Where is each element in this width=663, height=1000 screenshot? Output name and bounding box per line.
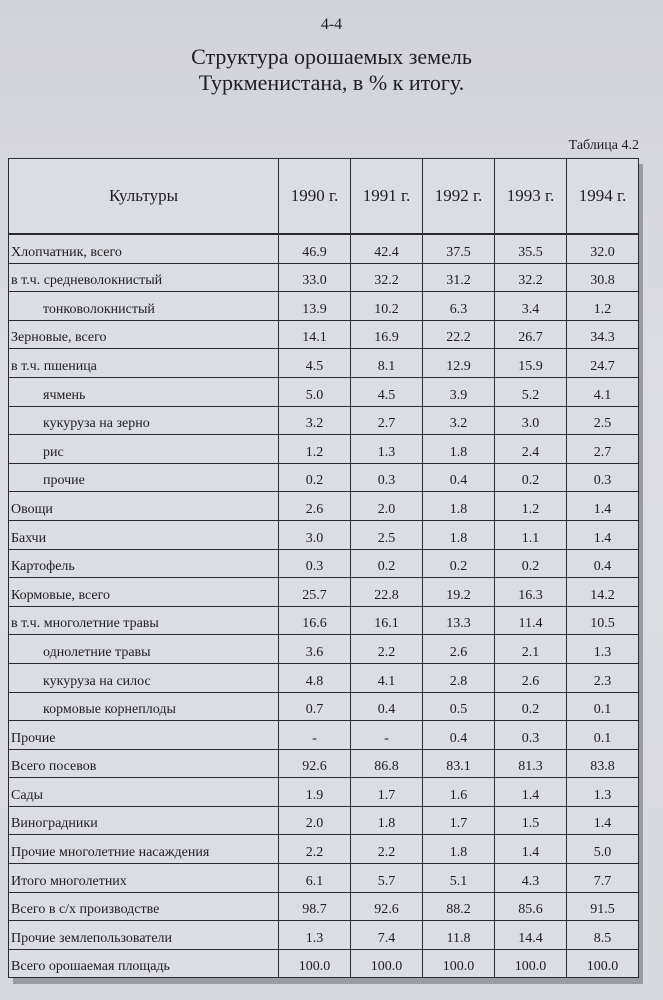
cell-value: 2.7 <box>567 435 639 464</box>
cell-value: 0.4 <box>423 721 495 750</box>
row-label: ячмень <box>9 377 279 406</box>
data-table <box>8 158 639 978</box>
row-label: Картофель <box>9 549 279 578</box>
cell-value: 2.6 <box>495 663 567 692</box>
cell-value: 10.2 <box>351 292 423 321</box>
cell-value: 1.9 <box>279 778 351 807</box>
cell-value: 98.7 <box>279 892 351 921</box>
cell-value: 2.1 <box>495 635 567 664</box>
cell-value: 1.3 <box>279 921 351 950</box>
cell-value: 4.3 <box>495 864 567 893</box>
cell-value: 1.3 <box>351 435 423 464</box>
cell-value: 83.1 <box>423 749 495 778</box>
cell-value: 86.8 <box>351 749 423 778</box>
row-label: Всего орошаемая площадь <box>9 949 279 978</box>
table-row <box>9 692 639 721</box>
cell-value: 35.5 <box>495 234 567 263</box>
cell-value: - <box>279 721 351 750</box>
cell-value: 11.4 <box>495 606 567 635</box>
cell-value: 1.8 <box>423 435 495 464</box>
table-row <box>9 263 639 292</box>
cell-value: 26.7 <box>495 320 567 349</box>
cell-value: 2.4 <box>495 435 567 464</box>
cell-value: 100.0 <box>279 949 351 978</box>
cell-value: 100.0 <box>567 949 639 978</box>
cell-value: - <box>351 721 423 750</box>
cell-value: 2.6 <box>423 635 495 664</box>
table-row <box>9 806 639 835</box>
row-label: Овощи <box>9 492 279 521</box>
cell-value: 0.1 <box>567 721 639 750</box>
row-label: Зерновые, всего <box>9 320 279 349</box>
row-label: Кормовые, всего <box>9 578 279 607</box>
table-row <box>9 320 639 349</box>
header-crops: Культуры <box>9 159 279 235</box>
row-label: в т.ч. средневолокнистый <box>9 263 279 292</box>
cell-value: 4.1 <box>351 663 423 692</box>
cell-value: 22.2 <box>423 320 495 349</box>
row-label: в т.ч. пшеница <box>9 349 279 378</box>
cell-value: 8.1 <box>351 349 423 378</box>
cell-value: 7.4 <box>351 921 423 950</box>
table-row <box>9 492 639 521</box>
table-row <box>9 549 639 578</box>
cell-value: 92.6 <box>351 892 423 921</box>
cell-value: 0.3 <box>351 463 423 492</box>
row-label: Прочие землепользователи <box>9 921 279 950</box>
cell-value: 3.0 <box>279 520 351 549</box>
row-label: Итого многолетних <box>9 864 279 893</box>
cell-value: 1.8 <box>351 806 423 835</box>
title-line-1: Структура орошаемых земель <box>191 44 472 69</box>
row-label: однолетние травы <box>9 635 279 664</box>
cell-value: 0.4 <box>351 692 423 721</box>
table-row <box>9 721 639 750</box>
cell-value: 6.3 <box>423 292 495 321</box>
table-row <box>9 635 639 664</box>
cell-value: 2.7 <box>351 406 423 435</box>
cell-value: 46.9 <box>279 234 351 263</box>
row-label: кукуруза на силос <box>9 663 279 692</box>
cell-value: 1.5 <box>495 806 567 835</box>
header-1994: 1994 г. <box>567 159 639 235</box>
cell-value: 13.9 <box>279 292 351 321</box>
cell-value: 100.0 <box>423 949 495 978</box>
cell-value: 1.2 <box>495 492 567 521</box>
cell-value: 32.2 <box>351 263 423 292</box>
cell-value: 5.0 <box>279 377 351 406</box>
cell-value: 16.6 <box>279 606 351 635</box>
cell-value: 1.1 <box>495 520 567 549</box>
cell-value: 0.5 <box>423 692 495 721</box>
cell-value: 1.3 <box>567 635 639 664</box>
cell-value: 14.1 <box>279 320 351 349</box>
row-label: Сады <box>9 778 279 807</box>
row-label: Бахчи <box>9 520 279 549</box>
cell-value: 1.4 <box>495 778 567 807</box>
cell-value: 2.0 <box>279 806 351 835</box>
page-title <box>0 44 663 96</box>
cell-value: 8.5 <box>567 921 639 950</box>
row-label: Прочие многолетние насаждения <box>9 835 279 864</box>
cell-value: 81.3 <box>495 749 567 778</box>
cell-value: 30.8 <box>567 263 639 292</box>
header-1991: 1991 г. <box>351 159 423 235</box>
table-row <box>9 578 639 607</box>
table-row <box>9 377 639 406</box>
page-number: 4-4 <box>320 16 343 33</box>
table-row <box>9 864 639 893</box>
cell-value: 2.6 <box>279 492 351 521</box>
header-1993: 1993 г. <box>495 159 567 235</box>
cell-value: 3.0 <box>495 406 567 435</box>
cell-value: 22.8 <box>351 578 423 607</box>
title-line-2: Туркменистана, в % к итогу. <box>198 70 465 95</box>
cell-value: 1.6 <box>423 778 495 807</box>
table-row <box>9 663 639 692</box>
cell-value: 2.3 <box>567 663 639 692</box>
cell-value: 0.1 <box>567 692 639 721</box>
cell-value: 32.2 <box>495 263 567 292</box>
cell-value: 2.5 <box>351 520 423 549</box>
cell-value: 1.2 <box>567 292 639 321</box>
cell-value: 34.3 <box>567 320 639 349</box>
cell-value: 7.7 <box>567 864 639 893</box>
cell-value: 6.1 <box>279 864 351 893</box>
cell-value: 2.8 <box>423 663 495 692</box>
cell-value: 3.4 <box>495 292 567 321</box>
table-row <box>9 520 639 549</box>
cell-value: 91.5 <box>567 892 639 921</box>
cell-value: 2.2 <box>279 835 351 864</box>
cell-value: 0.2 <box>495 549 567 578</box>
cell-value: 14.4 <box>495 921 567 950</box>
row-label: Всего в с/х производстве <box>9 892 279 921</box>
cell-value: 2.5 <box>567 406 639 435</box>
row-label: прочие <box>9 463 279 492</box>
table-row <box>9 921 639 950</box>
cell-value: 0.2 <box>351 549 423 578</box>
table-row <box>9 463 639 492</box>
row-label: Хлопчатник, всего <box>9 234 279 263</box>
cell-value: 1.4 <box>567 492 639 521</box>
cell-value: 12.9 <box>423 349 495 378</box>
cell-value: 3.2 <box>423 406 495 435</box>
row-label: кукуруза на зерно <box>9 406 279 435</box>
cell-value: 16.1 <box>351 606 423 635</box>
row-label: Всего посевов <box>9 749 279 778</box>
cell-value: 4.1 <box>567 377 639 406</box>
cell-value: 32.0 <box>567 234 639 263</box>
cell-value: 0.4 <box>423 463 495 492</box>
cell-value: 16.9 <box>351 320 423 349</box>
cell-value: 4.5 <box>351 377 423 406</box>
cell-value: 33.0 <box>279 263 351 292</box>
cell-value: 19.2 <box>423 578 495 607</box>
cell-value: 3.6 <box>279 635 351 664</box>
table-label: Таблица 4.2 <box>568 138 639 153</box>
header-1992: 1992 г. <box>423 159 495 235</box>
cell-value: 1.4 <box>495 835 567 864</box>
row-label: Виноградники <box>9 806 279 835</box>
cell-value: 2.2 <box>351 835 423 864</box>
cell-value: 5.2 <box>495 377 567 406</box>
row-label: Прочие <box>9 721 279 750</box>
cell-value: 0.2 <box>495 692 567 721</box>
cell-value: 0.2 <box>495 463 567 492</box>
cell-value: 0.3 <box>567 463 639 492</box>
cell-value: 3.2 <box>279 406 351 435</box>
cell-value: 5.1 <box>423 864 495 893</box>
cell-value: 0.7 <box>279 692 351 721</box>
cell-value: 11.8 <box>423 921 495 950</box>
table-row <box>9 835 639 864</box>
row-label: в т.ч. многолетние травы <box>9 606 279 635</box>
cell-value: 16.3 <box>495 578 567 607</box>
table-row <box>9 749 639 778</box>
cell-value: 5.0 <box>567 835 639 864</box>
table-row <box>9 606 639 635</box>
cell-value: 1.4 <box>567 806 639 835</box>
cell-value: 31.2 <box>423 263 495 292</box>
table-row <box>9 292 639 321</box>
cell-value: 85.6 <box>495 892 567 921</box>
cell-value: 5.7 <box>351 864 423 893</box>
table-row <box>9 892 639 921</box>
cell-value: 1.4 <box>567 520 639 549</box>
cell-value: 0.3 <box>279 549 351 578</box>
row-label: кормовые корнеплоды <box>9 692 279 721</box>
cell-value: 1.7 <box>351 778 423 807</box>
table-row <box>9 778 639 807</box>
cell-value: 24.7 <box>567 349 639 378</box>
cell-value: 83.8 <box>567 749 639 778</box>
cell-value: 4.8 <box>279 663 351 692</box>
row-label: тонковолокнистый <box>9 292 279 321</box>
cell-value: 3.9 <box>423 377 495 406</box>
cell-value: 92.6 <box>279 749 351 778</box>
cell-value: 1.8 <box>423 492 495 521</box>
cell-value: 0.4 <box>567 549 639 578</box>
table-header-row <box>9 159 639 235</box>
cell-value: 100.0 <box>495 949 567 978</box>
cell-value: 1.7 <box>423 806 495 835</box>
cell-value: 14.2 <box>567 578 639 607</box>
cell-value: 1.3 <box>567 778 639 807</box>
cell-value: 0.3 <box>495 721 567 750</box>
table-row <box>9 234 639 263</box>
cell-value: 2.0 <box>351 492 423 521</box>
cell-value: 1.8 <box>423 520 495 549</box>
table-row <box>9 406 639 435</box>
cell-value: 25.7 <box>279 578 351 607</box>
table-row <box>9 435 639 464</box>
row-label: рис <box>9 435 279 464</box>
cell-value: 13.3 <box>423 606 495 635</box>
cell-value: 88.2 <box>423 892 495 921</box>
cell-value: 1.2 <box>279 435 351 464</box>
cell-value: 0.2 <box>279 463 351 492</box>
cell-value: 2.2 <box>351 635 423 664</box>
table-row <box>9 949 639 978</box>
cell-value: 15.9 <box>495 349 567 378</box>
cell-value: 37.5 <box>423 234 495 263</box>
cell-value: 4.5 <box>279 349 351 378</box>
table-row <box>9 349 639 378</box>
cell-value: 100.0 <box>351 949 423 978</box>
cell-value: 42.4 <box>351 234 423 263</box>
cell-value: 0.2 <box>423 549 495 578</box>
cell-value: 1.8 <box>423 835 495 864</box>
header-1990: 1990 г. <box>279 159 351 235</box>
data-table-container <box>8 158 638 978</box>
cell-value: 10.5 <box>567 606 639 635</box>
